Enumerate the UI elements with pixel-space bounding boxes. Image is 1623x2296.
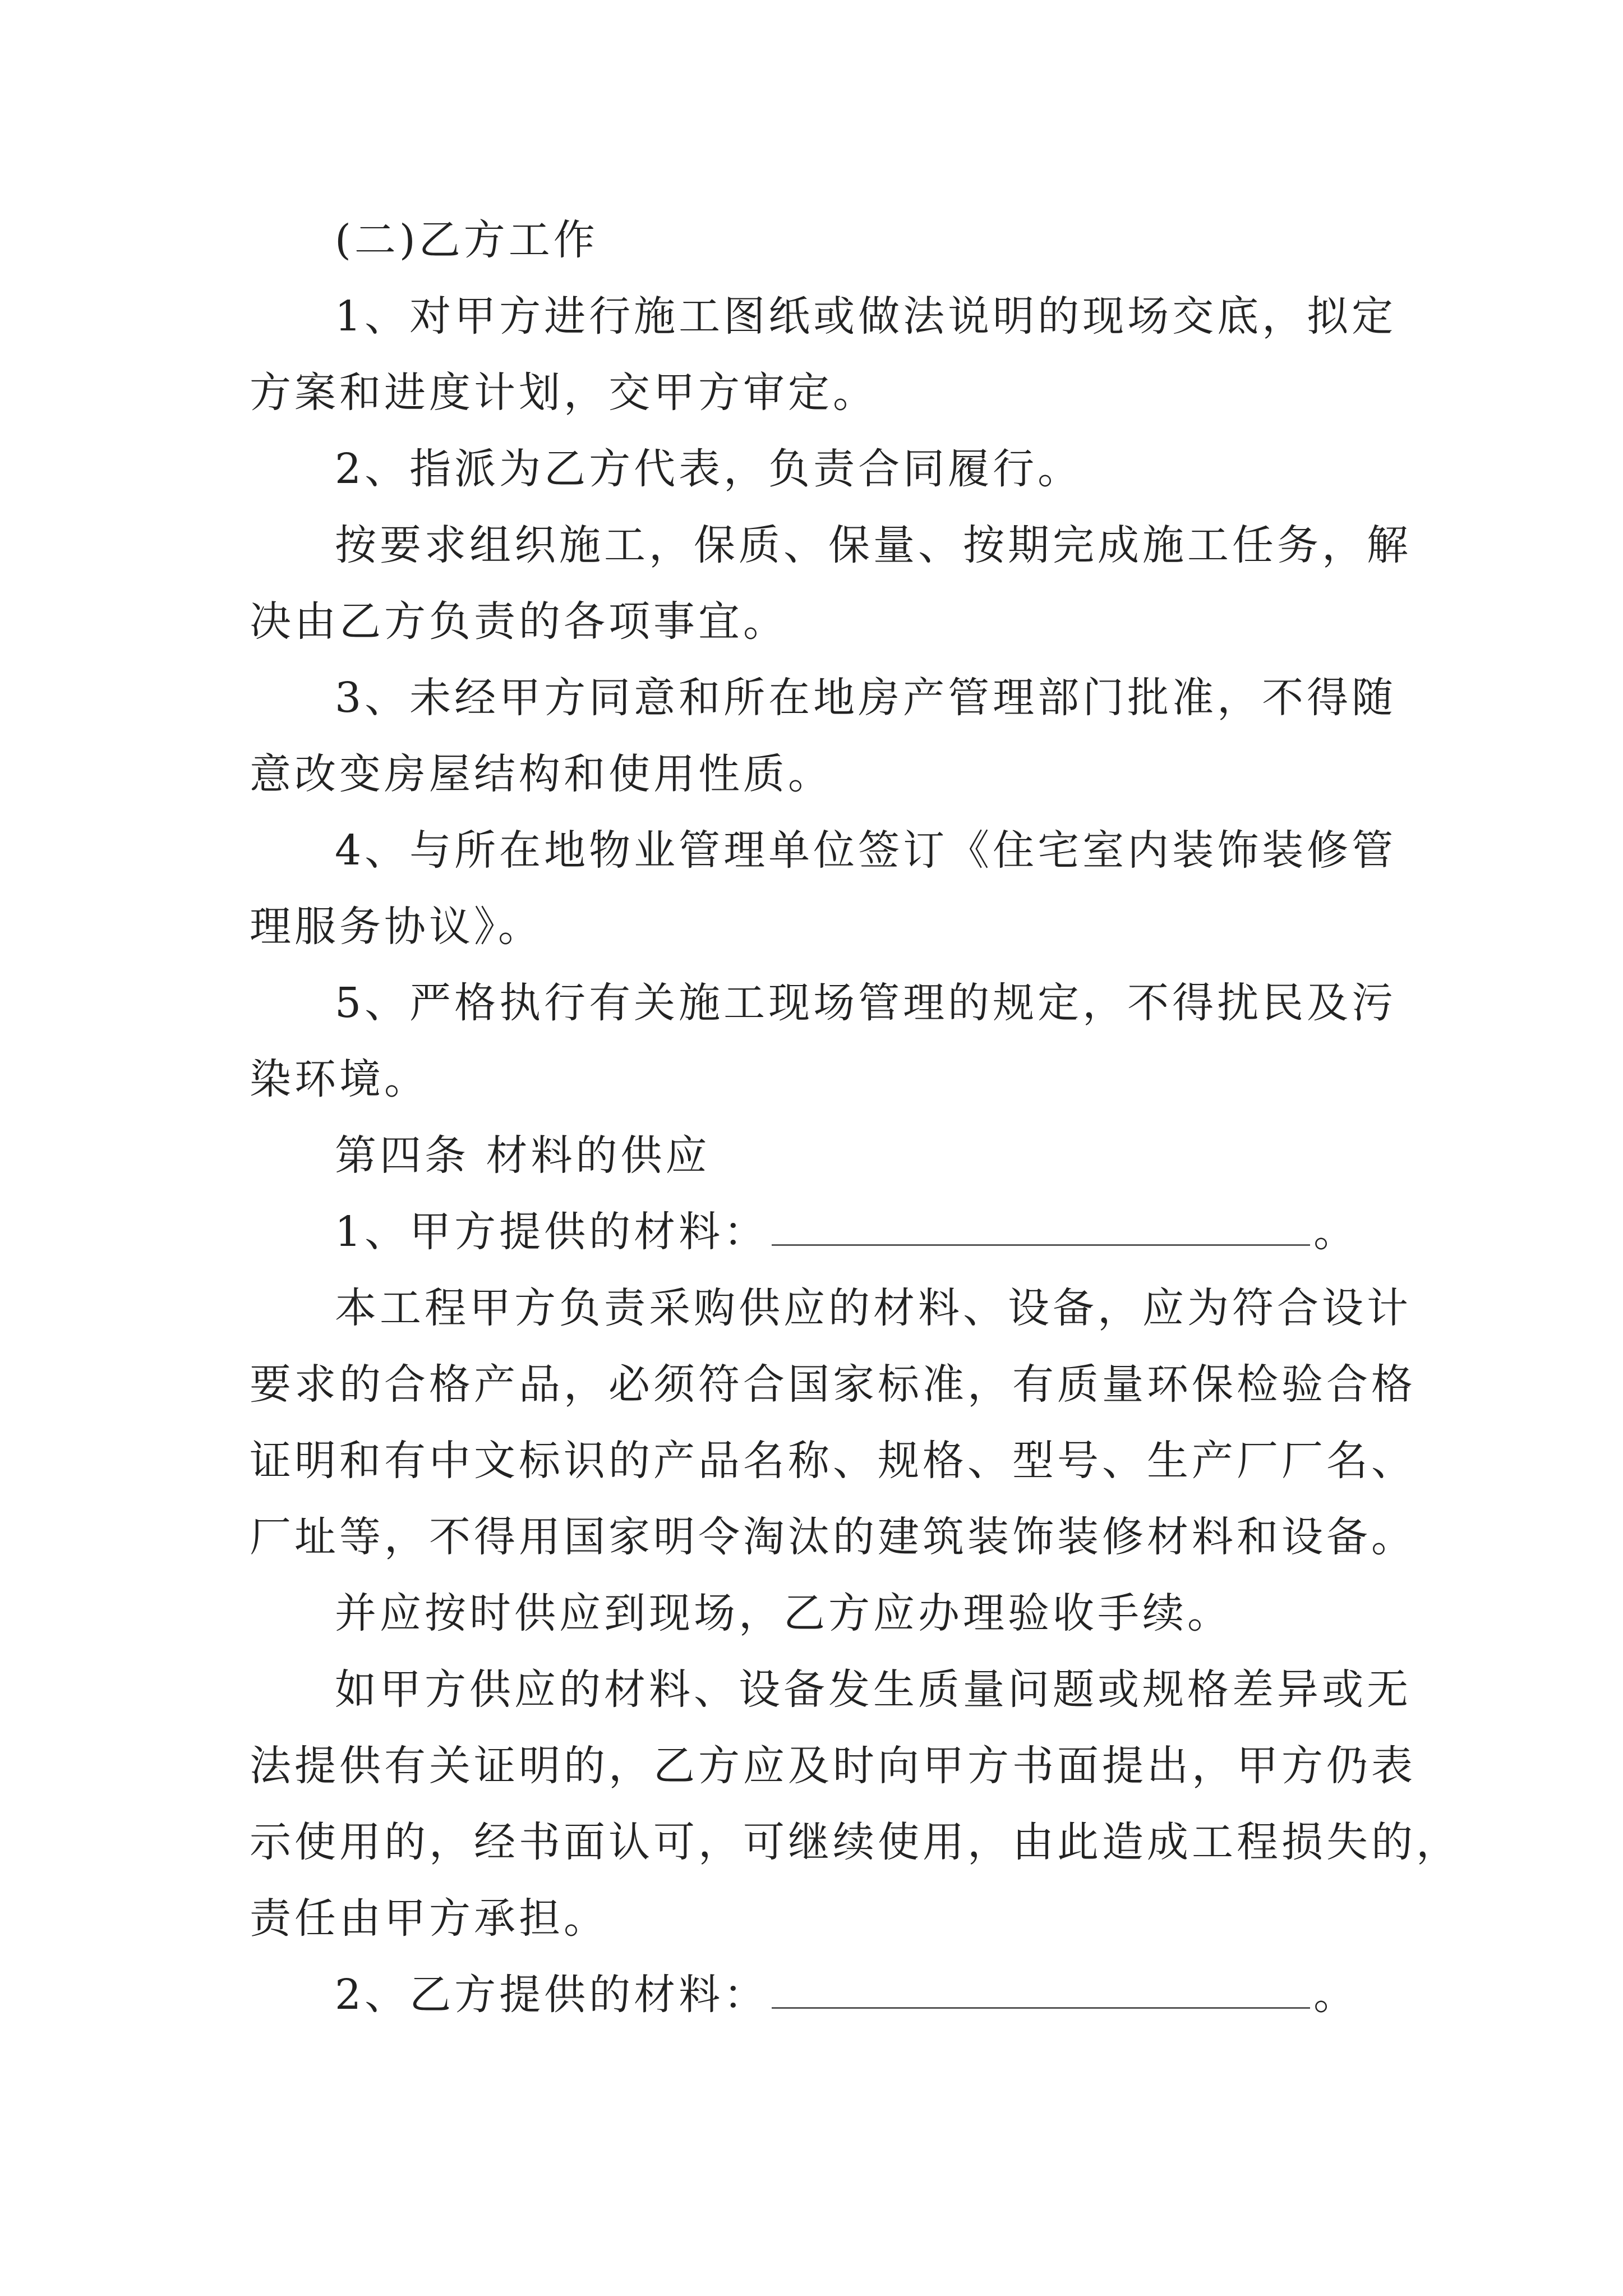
paragraph-party-b-materials xyxy=(250,1957,1394,2033)
paragraph-party-a-materials xyxy=(250,1194,1394,1270)
party-b-materials-label: 2、乙方提供的材料： xyxy=(335,1971,769,2019)
section-heading-party-b-work: (二)乙方工作 xyxy=(335,216,598,264)
paragraph-construction-requirements: 按要求组织施工，保质、保量、按期完成施工任务，解 决由乙方负责的各项事宜。 xyxy=(250,521,1412,646)
paragraph-item-5: 5、严格执行有关施工现场管理的规定，不得扰民及污 染环境。 xyxy=(250,979,1397,1103)
paragraph-item-4: 4、与所在地物业管理单位签订《住宅室内装饰装修管 理服务协议》。 xyxy=(250,826,1397,951)
paragraph-party-a-procurement: 本工程甲方负责采购供应的材料、设备，应为符合设计 要求的合格产品，必须符合国家标准，有质量环保检验合格 证明和有中文标识的产品名称、规格、型号、生产厂厂名、 厂址等，不得用国家明令淘汰的建筑装饰装修材料和设备。 xyxy=(250,1284,1416,1561)
party-a-materials-end: 。 xyxy=(1313,1208,1359,1256)
party-b-materials-end: 。 xyxy=(1313,1971,1359,2019)
paragraph-item-2: 2、指派为乙方代表，负责合同履行。 xyxy=(335,445,1083,493)
paragraph-item-1: 1、对甲方进行施工图纸或做法说明的现场交底，拟定 方案和进度计划，交甲方审定。 xyxy=(250,292,1397,417)
paragraph-item-3: 3、未经甲方同意和所在地房产管理部门批准，不得随 意改变房屋结构和使用性质。 xyxy=(250,674,1397,798)
article-heading-material-supply: 第四条 材料的供应 xyxy=(335,1131,711,1180)
party-a-materials-label: 1、甲方提供的材料： xyxy=(335,1208,769,1256)
paragraph-delivery-acceptance: 并应按时供应到现场，乙方应办理验收手续。 xyxy=(335,1589,1232,1637)
party-b-materials-blank-line xyxy=(772,1973,1310,2009)
party-a-materials-blank-line xyxy=(772,1211,1310,1246)
paragraph-quality-issues: 如甲方供应的材料、设备发生质量问题或规格差异或无 法提供有关证明的，乙方应及时向甲方书面提出，甲方仍表 示使用的，经书面认可，可继续使用，由此造成工程损失的， 责任由甲方承担。 xyxy=(250,1665,1461,1943)
